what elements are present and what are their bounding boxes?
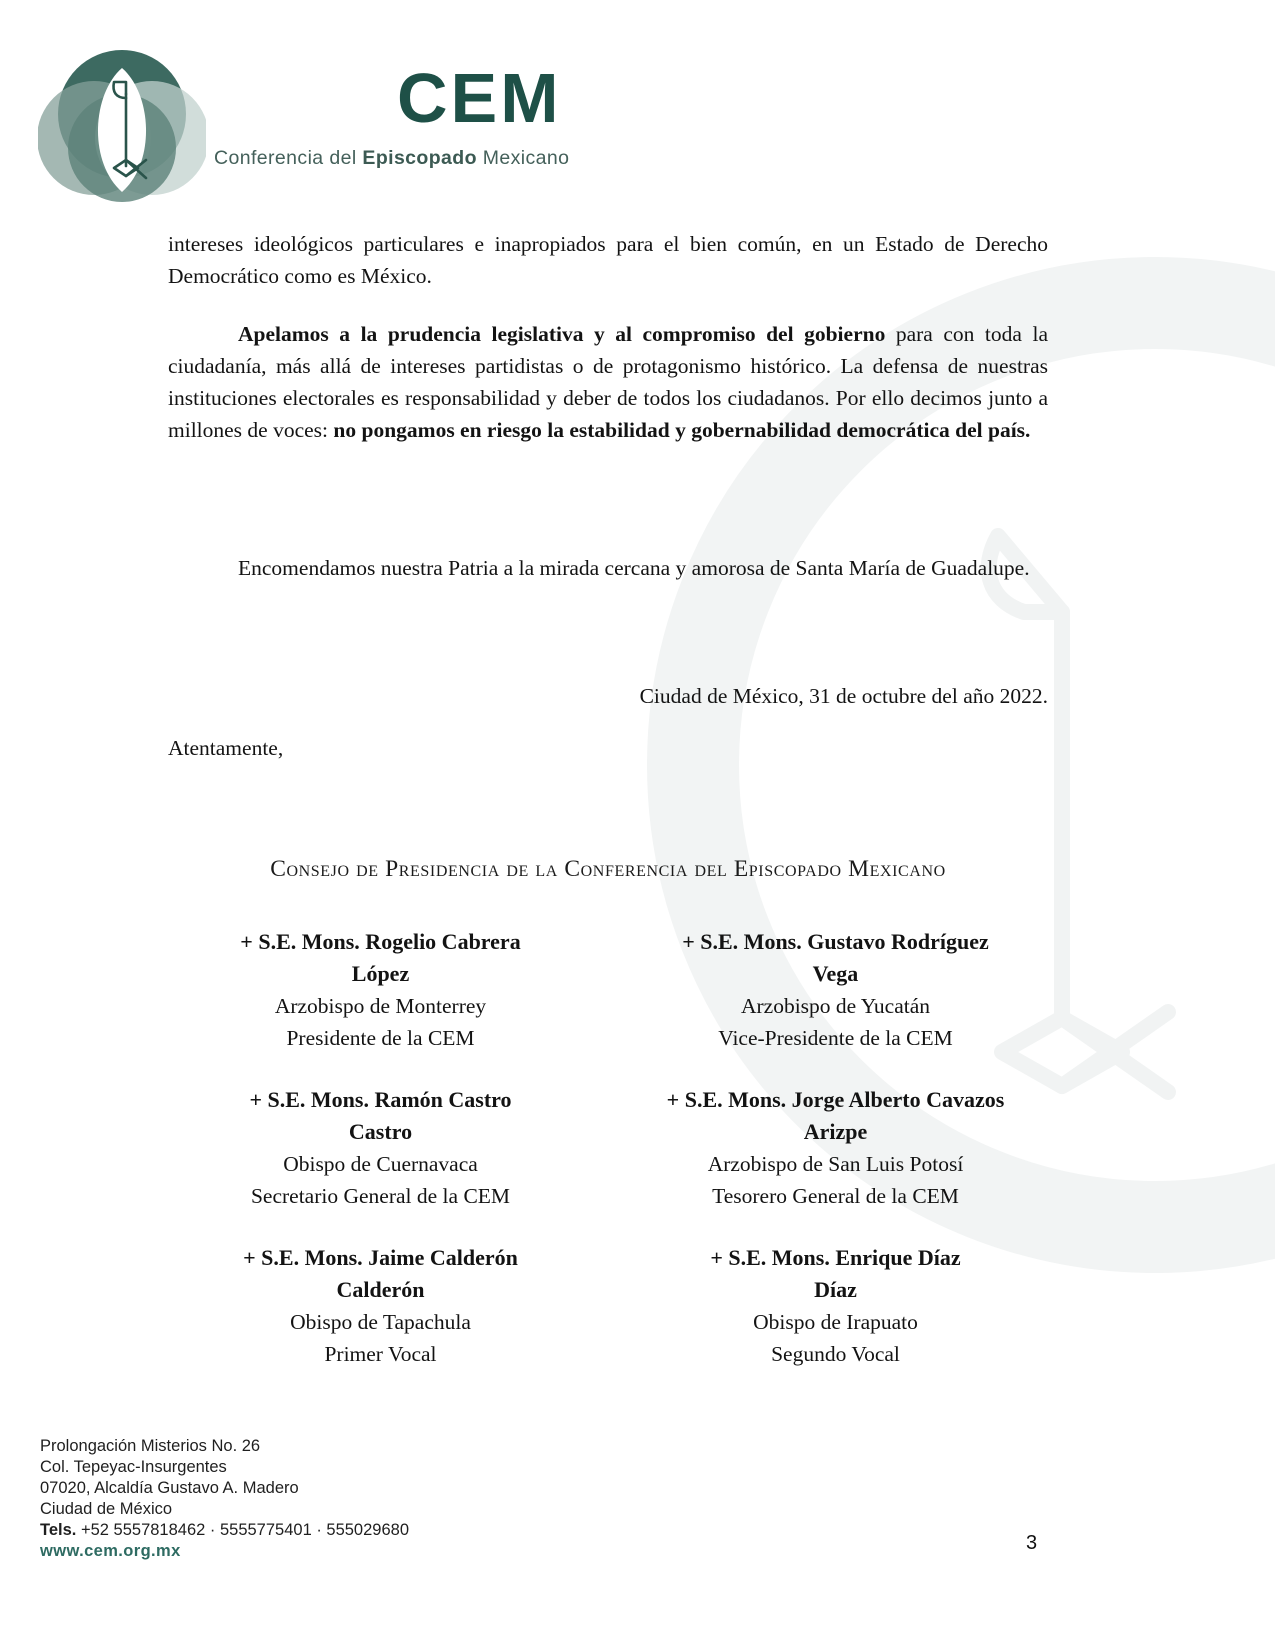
signatory-name-line2: Calderón	[336, 1277, 425, 1302]
signatory-role: Secretario General de la CEM	[250, 1184, 511, 1208]
council-heading: Consejo de Presidencia de la Conferencia del Episcopado Mexicano	[270, 856, 946, 882]
signatory-title: Arzobispo de Monterrey	[274, 994, 487, 1018]
tels-numbers: +52 5557818462 · 5555775401 · 555029680	[76, 1521, 409, 1539]
signatory-role: Vice-Presidente de la CEM	[718, 1026, 953, 1050]
tagline-suffix: Mexicano	[476, 147, 570, 169]
cem-logo-icon	[38, 40, 206, 208]
signatory-name	[623, 1242, 1048, 1306]
signatory-name	[168, 1084, 593, 1148]
footer-address-line: Col. Tepeyac-Insurgentes	[40, 1458, 227, 1476]
signatory-title: Obispo de Tapachula	[290, 1310, 471, 1334]
signatory-title: Arzobispo de Yucatán	[740, 994, 931, 1018]
closing-salutation: Atentamente,	[168, 736, 284, 760]
tagline-bold: Episcopado	[362, 147, 477, 169]
signatory-name-line1: + S.E. Mons. Rogelio Cabrera	[240, 929, 521, 954]
signatory-name	[623, 1084, 1048, 1148]
signatory-name	[623, 926, 1048, 990]
signatory-title: Arzobispo de San Luis Potosí	[707, 1152, 964, 1176]
signatory-name-line1: + S.E. Mons. Gustavo Rodríguez	[682, 929, 989, 954]
paragraph-encomienda: Encomendamos nuestra Patria a la mirada cercana y amorosa de Santa María de Guadalupe.	[238, 556, 1030, 580]
signatory-name-line1: + S.E. Mons. Ramón Castro	[249, 1087, 512, 1112]
signatory-role: Presidente de la CEM	[286, 1026, 475, 1050]
signatory-block	[623, 1084, 1048, 1212]
signatory-block	[623, 926, 1048, 1054]
tels-label: Tels.	[40, 1521, 77, 1539]
signatory-block	[168, 1242, 593, 1370]
signatory-name-line2: Castro	[348, 1119, 413, 1144]
signatory-block	[168, 1084, 593, 1212]
signatory-title: Obispo de Irapuato	[753, 1310, 918, 1334]
page-number: 3	[1026, 1532, 1038, 1554]
signatory-name-line1: + S.E. Mons. Enrique Díaz	[710, 1245, 961, 1270]
signatory-role: Segundo Vocal	[771, 1342, 900, 1366]
signatory-role: Tesorero General de la CEM	[712, 1184, 959, 1208]
brand-acronym: CEM	[397, 59, 562, 137]
signatory-name-line2: López	[351, 961, 410, 986]
appeal-body-text: para con toda la ciudadanía, más allá de intereses partidistas o de protagonismo histórico. La defensa de nuestras instituciones electorales es responsabilidad y deber de todos los ciudadanos. Por ello decimos junto a millones de voces:	[168, 322, 1048, 442]
signatory-block	[623, 1242, 1048, 1370]
footer-phones	[40, 1520, 409, 1541]
footer-address-line: Ciudad de México	[40, 1500, 173, 1518]
paragraph-appeal	[168, 318, 1048, 446]
tagline-prefix: Conferencia del	[214, 147, 363, 169]
footer-address-line: Prolongación Misterios No. 26	[40, 1437, 261, 1455]
signatory-name	[168, 926, 593, 990]
footer-address-line: 07020, Alcaldía Gustavo A. Madero	[40, 1479, 299, 1497]
signatory-block	[168, 926, 593, 1054]
appeal-bold-close: no pongamos en riesgo la estabilidad y gobernabilidad democrática del país.	[333, 418, 1031, 442]
footer-contact-block	[40, 1436, 409, 1562]
appeal-bold-lead: Apelamos a la prudencia legislativa y al compromiso del gobierno	[238, 322, 886, 346]
footer-website-link[interactable]: www.cem.org.mx	[40, 1542, 181, 1560]
signature-grid	[168, 926, 1048, 1370]
brand-tagline	[214, 147, 569, 170]
signatory-name-line1: + S.E. Mons. Jorge Alberto Cavazos	[666, 1087, 1005, 1112]
signatory-name-line2: Díaz	[814, 1277, 857, 1302]
signatory-name-line2: Arizpe	[803, 1119, 868, 1144]
signatory-title: Obispo de Cuernavaca	[283, 1152, 478, 1176]
signatory-name	[168, 1242, 593, 1306]
dateline: Ciudad de México, 31 de octubre del año 2022.	[639, 684, 1048, 708]
signatory-name-line1: + S.E. Mons. Jaime Calderón	[243, 1245, 518, 1270]
signatory-name-line2: Vega	[812, 961, 859, 986]
paragraph-continuation: intereses ideológicos particulares e inapropiados para el bien común, en un Estado de Derecho Democrático como es México.	[168, 232, 1048, 288]
signatory-role: Primer Vocal	[324, 1342, 437, 1366]
